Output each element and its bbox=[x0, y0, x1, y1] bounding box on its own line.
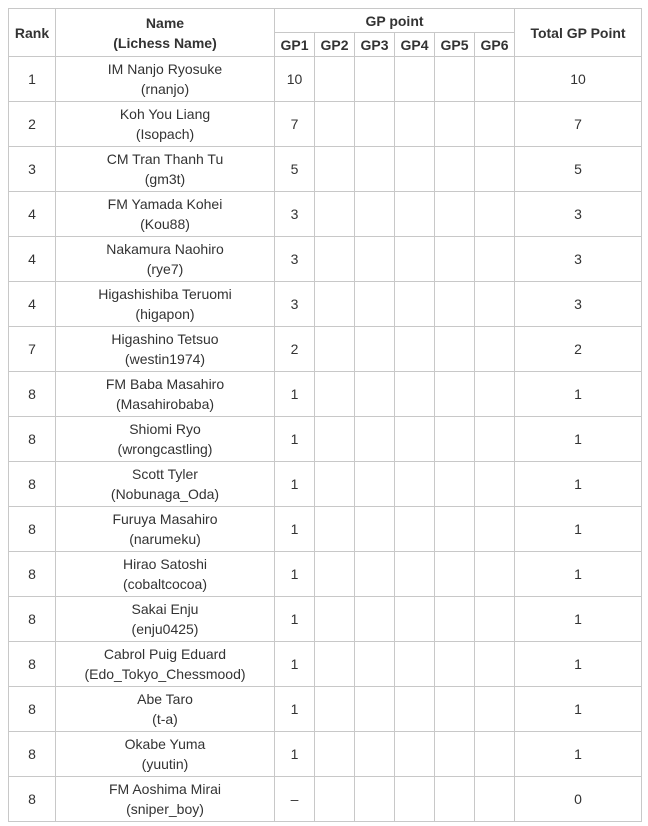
total-cell: 0 bbox=[515, 777, 642, 822]
rank-cell: 7 bbox=[9, 327, 56, 372]
player-cell bbox=[56, 462, 275, 507]
player-name: Okabe Yuma bbox=[124, 736, 206, 752]
gp3-cell bbox=[355, 327, 395, 372]
gp4-cell bbox=[395, 372, 435, 417]
table-row bbox=[9, 732, 642, 777]
player-cell bbox=[56, 552, 275, 597]
gp6-cell bbox=[475, 282, 515, 327]
gp6-cell bbox=[475, 687, 515, 732]
lichess-name: (Edo_Tokyo_Chessmood) bbox=[84, 666, 246, 682]
player-cell bbox=[56, 147, 275, 192]
table-row bbox=[9, 777, 642, 822]
gp6-cell bbox=[475, 372, 515, 417]
gp1-cell: – bbox=[275, 777, 315, 822]
gp4-cell bbox=[395, 507, 435, 552]
gp6-cell bbox=[475, 57, 515, 102]
gp3-cell bbox=[355, 192, 395, 237]
player-cell bbox=[56, 57, 275, 102]
table-row bbox=[9, 372, 642, 417]
lichess-name: (rye7) bbox=[146, 261, 184, 277]
player-name: Abe Taro bbox=[137, 691, 193, 707]
player-cell bbox=[56, 102, 275, 147]
table-row bbox=[9, 237, 642, 282]
gp2-cell bbox=[315, 372, 355, 417]
table-row bbox=[9, 417, 642, 462]
gp3-cell bbox=[355, 462, 395, 507]
lichess-name: (t-a) bbox=[152, 711, 178, 727]
gp6-cell bbox=[475, 597, 515, 642]
table-row bbox=[9, 147, 642, 192]
rank-cell: 3 bbox=[9, 147, 56, 192]
gp5-cell bbox=[435, 282, 475, 327]
table-row bbox=[9, 327, 642, 372]
gp4-cell bbox=[395, 102, 435, 147]
gp1-header: GP1 bbox=[275, 33, 315, 57]
gp3-cell bbox=[355, 642, 395, 687]
total-cell: 1 bbox=[515, 417, 642, 462]
gp2-cell bbox=[315, 327, 355, 372]
gp4-cell bbox=[395, 57, 435, 102]
gp3-cell bbox=[355, 552, 395, 597]
total-header: Total GP Point bbox=[515, 9, 642, 57]
gp1-cell: 1 bbox=[275, 462, 315, 507]
gp2-cell bbox=[315, 462, 355, 507]
gp3-cell bbox=[355, 507, 395, 552]
player-cell bbox=[56, 507, 275, 552]
gp6-cell bbox=[475, 102, 515, 147]
total-cell: 1 bbox=[515, 597, 642, 642]
gp4-cell bbox=[395, 642, 435, 687]
gp6-cell bbox=[475, 327, 515, 372]
player-cell bbox=[56, 777, 275, 822]
total-cell: 1 bbox=[515, 687, 642, 732]
table-row bbox=[9, 57, 642, 102]
gp6-header: GP6 bbox=[475, 33, 515, 57]
gp1-cell: 1 bbox=[275, 507, 315, 552]
gp-standings-table bbox=[8, 8, 642, 822]
rank-header: Rank bbox=[9, 9, 56, 57]
name-header-line2: (Lichess Name) bbox=[113, 34, 217, 51]
gp2-cell bbox=[315, 237, 355, 282]
gp2-cell bbox=[315, 687, 355, 732]
player-cell bbox=[56, 282, 275, 327]
player-name: IM Nanjo Ryosuke bbox=[107, 61, 223, 77]
total-cell: 1 bbox=[515, 462, 642, 507]
gp2-cell bbox=[315, 147, 355, 192]
lichess-name: (gm3t) bbox=[144, 171, 186, 187]
gp3-cell bbox=[355, 57, 395, 102]
gp5-cell bbox=[435, 102, 475, 147]
gp3-cell bbox=[355, 732, 395, 777]
total-cell: 1 bbox=[515, 732, 642, 777]
total-cell: 2 bbox=[515, 327, 642, 372]
player-name: Sakai Enju bbox=[131, 601, 199, 617]
gp5-cell bbox=[435, 777, 475, 822]
lichess-name: (narumeku) bbox=[129, 531, 201, 547]
lichess-name: (rnanjo) bbox=[140, 81, 190, 97]
rank-cell: 1 bbox=[9, 57, 56, 102]
table-row bbox=[9, 102, 642, 147]
gp2-cell bbox=[315, 507, 355, 552]
gp1-cell: 3 bbox=[275, 192, 315, 237]
table-row bbox=[9, 642, 642, 687]
gp2-header: GP2 bbox=[315, 33, 355, 57]
gp5-cell bbox=[435, 597, 475, 642]
header-row bbox=[9, 9, 642, 33]
player-name: Furuya Masahiro bbox=[112, 511, 218, 527]
name-header-line1: Name bbox=[145, 14, 185, 31]
gp2-cell bbox=[315, 102, 355, 147]
rank-cell: 8 bbox=[9, 687, 56, 732]
rank-cell: 8 bbox=[9, 507, 56, 552]
player-cell bbox=[56, 372, 275, 417]
table-row bbox=[9, 597, 642, 642]
rank-cell: 8 bbox=[9, 732, 56, 777]
player-name: FM Baba Masahiro bbox=[105, 376, 225, 392]
gp2-cell bbox=[315, 597, 355, 642]
gp1-cell: 1 bbox=[275, 372, 315, 417]
gp6-cell bbox=[475, 462, 515, 507]
gp4-cell bbox=[395, 417, 435, 462]
gp3-cell bbox=[355, 102, 395, 147]
gp6-cell bbox=[475, 552, 515, 597]
gp5-cell bbox=[435, 192, 475, 237]
table-row bbox=[9, 507, 642, 552]
player-cell bbox=[56, 237, 275, 282]
player-name: Higashishiba Teruomi bbox=[98, 286, 232, 302]
gp3-cell bbox=[355, 597, 395, 642]
gp3-header: GP3 bbox=[355, 33, 395, 57]
gp2-cell bbox=[315, 192, 355, 237]
gp5-header: GP5 bbox=[435, 33, 475, 57]
gp3-cell bbox=[355, 687, 395, 732]
gp5-cell bbox=[435, 327, 475, 372]
rank-cell: 8 bbox=[9, 642, 56, 687]
gp6-cell bbox=[475, 192, 515, 237]
gp5-cell bbox=[435, 462, 475, 507]
player-cell bbox=[56, 642, 275, 687]
gp5-cell bbox=[435, 552, 475, 597]
player-name: FM Yamada Kohei bbox=[107, 196, 223, 212]
gp5-cell bbox=[435, 237, 475, 282]
lichess-name: (westin1974) bbox=[124, 351, 206, 367]
lichess-name: (yuutin) bbox=[141, 756, 189, 772]
gp4-cell bbox=[395, 192, 435, 237]
gp4-cell bbox=[395, 552, 435, 597]
gp2-cell bbox=[315, 282, 355, 327]
total-cell: 5 bbox=[515, 147, 642, 192]
gp5-cell bbox=[435, 642, 475, 687]
total-cell: 3 bbox=[515, 192, 642, 237]
total-cell: 1 bbox=[515, 372, 642, 417]
gp2-cell bbox=[315, 552, 355, 597]
player-cell bbox=[56, 687, 275, 732]
lichess-name: (Nobunaga_Oda) bbox=[110, 486, 220, 502]
gp1-cell: 5 bbox=[275, 147, 315, 192]
table-row bbox=[9, 462, 642, 507]
lichess-name: (enju0425) bbox=[131, 621, 199, 637]
gp5-cell bbox=[435, 57, 475, 102]
gp5-cell bbox=[435, 147, 475, 192]
gp3-cell bbox=[355, 777, 395, 822]
gp6-cell bbox=[475, 732, 515, 777]
total-cell: 3 bbox=[515, 282, 642, 327]
player-cell bbox=[56, 192, 275, 237]
table-row bbox=[9, 282, 642, 327]
gp4-cell bbox=[395, 282, 435, 327]
player-cell bbox=[56, 417, 275, 462]
rank-cell: 4 bbox=[9, 192, 56, 237]
gp1-cell: 3 bbox=[275, 237, 315, 282]
player-name: Hirao Satoshi bbox=[122, 556, 208, 572]
table-row bbox=[9, 687, 642, 732]
player-name: FM Aoshima Mirai bbox=[108, 781, 222, 797]
total-cell: 10 bbox=[515, 57, 642, 102]
gp1-cell: 2 bbox=[275, 327, 315, 372]
lichess-name: (Isopach) bbox=[135, 126, 195, 142]
gp4-header: GP4 bbox=[395, 33, 435, 57]
gp3-cell bbox=[355, 417, 395, 462]
gp2-cell bbox=[315, 777, 355, 822]
gp1-cell: 1 bbox=[275, 552, 315, 597]
gp4-cell bbox=[395, 777, 435, 822]
gp1-cell: 7 bbox=[275, 102, 315, 147]
gp5-cell bbox=[435, 687, 475, 732]
table-row bbox=[9, 192, 642, 237]
gp5-cell bbox=[435, 417, 475, 462]
player-name: Koh You Liang bbox=[119, 106, 211, 122]
lichess-name: (cobaltcocoa) bbox=[122, 576, 208, 592]
gp1-cell: 1 bbox=[275, 417, 315, 462]
gp1-cell: 1 bbox=[275, 642, 315, 687]
lichess-name: (wrongcastling) bbox=[117, 441, 213, 457]
total-cell: 1 bbox=[515, 642, 642, 687]
player-name: Scott Tyler bbox=[132, 466, 198, 482]
gp1-cell: 10 bbox=[275, 57, 315, 102]
gp3-cell bbox=[355, 282, 395, 327]
gp6-cell bbox=[475, 507, 515, 552]
gp-point-header: GP point bbox=[275, 9, 515, 33]
gp1-cell: 1 bbox=[275, 597, 315, 642]
gp2-cell bbox=[315, 417, 355, 462]
gp5-cell bbox=[435, 732, 475, 777]
total-cell: 1 bbox=[515, 507, 642, 552]
gp2-cell bbox=[315, 57, 355, 102]
rank-cell: 8 bbox=[9, 552, 56, 597]
lichess-name: (Masahirobaba) bbox=[115, 396, 215, 412]
total-cell: 3 bbox=[515, 237, 642, 282]
gp4-cell bbox=[395, 687, 435, 732]
player-name: Cabrol Puig Eduard bbox=[103, 646, 227, 662]
rank-cell: 8 bbox=[9, 417, 56, 462]
gp2-cell bbox=[315, 732, 355, 777]
gp1-cell: 3 bbox=[275, 282, 315, 327]
player-name: Shiomi Ryo bbox=[129, 421, 201, 437]
gp3-cell bbox=[355, 237, 395, 282]
gp6-cell bbox=[475, 237, 515, 282]
total-cell: 7 bbox=[515, 102, 642, 147]
gp2-cell bbox=[315, 642, 355, 687]
gp4-cell bbox=[395, 597, 435, 642]
rank-cell: 8 bbox=[9, 372, 56, 417]
gp4-cell bbox=[395, 237, 435, 282]
table-row bbox=[9, 552, 642, 597]
player-name: Higashino Tetsuo bbox=[111, 331, 219, 347]
lichess-name: (sniper_boy) bbox=[126, 801, 204, 817]
player-cell bbox=[56, 732, 275, 777]
gp5-cell bbox=[435, 372, 475, 417]
gp6-cell bbox=[475, 642, 515, 687]
gp3-cell bbox=[355, 147, 395, 192]
total-cell: 1 bbox=[515, 552, 642, 597]
player-name: Nakamura Naohiro bbox=[106, 241, 224, 257]
gp6-cell bbox=[475, 417, 515, 462]
rank-cell: 2 bbox=[9, 102, 56, 147]
gp4-cell bbox=[395, 732, 435, 777]
rank-cell: 8 bbox=[9, 777, 56, 822]
rank-cell: 4 bbox=[9, 237, 56, 282]
name-header bbox=[56, 9, 275, 57]
gp1-cell: 1 bbox=[275, 732, 315, 777]
player-cell bbox=[56, 327, 275, 372]
rank-cell: 8 bbox=[9, 462, 56, 507]
gp3-cell bbox=[355, 372, 395, 417]
gp1-cell: 1 bbox=[275, 687, 315, 732]
table-body bbox=[9, 57, 642, 822]
gp4-cell bbox=[395, 462, 435, 507]
lichess-name: (Kou88) bbox=[140, 216, 190, 232]
gp6-cell bbox=[475, 777, 515, 822]
rank-cell: 4 bbox=[9, 282, 56, 327]
player-name: CM Tran Thanh Tu bbox=[106, 151, 224, 167]
rank-cell: 8 bbox=[9, 597, 56, 642]
player-cell bbox=[56, 597, 275, 642]
gp4-cell bbox=[395, 147, 435, 192]
gp4-cell bbox=[395, 327, 435, 372]
gp5-cell bbox=[435, 507, 475, 552]
gp6-cell bbox=[475, 147, 515, 192]
lichess-name: (higapon) bbox=[135, 306, 195, 322]
